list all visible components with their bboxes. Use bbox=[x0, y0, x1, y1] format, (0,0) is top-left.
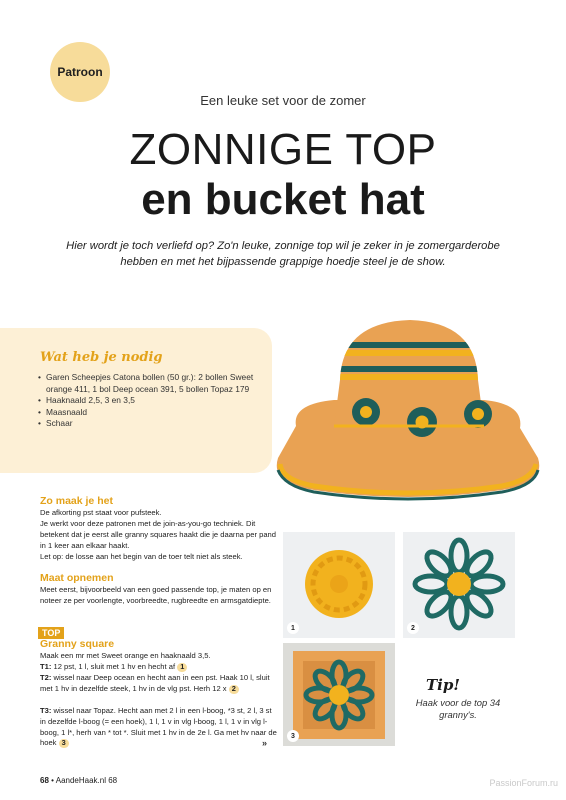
how-paragraph-1: De afkorting pst staat voor pufsteek. bbox=[40, 508, 162, 517]
materials-title: Wat heb je nodig bbox=[40, 350, 163, 365]
list-item: • Maasnaald bbox=[38, 407, 268, 419]
photo-step-3 bbox=[283, 643, 395, 746]
step-1-image bbox=[283, 532, 395, 638]
page-number: 68 bbox=[40, 776, 49, 785]
section-heading-measure: Maat opnemen bbox=[40, 572, 114, 584]
round-text: wissel naar Deep ocean en hecht aan in een pst. Haak 10 l, sluit met 1 hv in dezelfde steek, 1 hv in de vlg pst. Herh 12 x bbox=[40, 673, 270, 693]
round-label: T1: bbox=[40, 662, 52, 671]
round-1 bbox=[40, 662, 278, 673]
round-3 bbox=[40, 706, 278, 749]
list-item: • Schaar bbox=[38, 418, 268, 430]
list-item: • Haaknaald 2,5, 3 en 3,5 bbox=[38, 395, 268, 407]
page-footer bbox=[40, 776, 117, 785]
title-line-2: en bucket hat bbox=[141, 175, 425, 224]
round-text: 12 pst, 1 l, sluit met 1 hv en hecht af bbox=[51, 662, 178, 671]
bucket-hat-image bbox=[262, 308, 552, 503]
tip-title: Tip! bbox=[426, 676, 460, 694]
list-item: • Garen Scheepjes Catona bollen (50 gr.): 2 bollen Sweet orange 411, 1 bol Deep ocean 391, 5 bollen Topaz 179 bbox=[38, 372, 268, 395]
footer-site: AandeHaak.nl 68 bbox=[55, 776, 118, 785]
watermark: PassionForum.ru bbox=[489, 778, 558, 788]
round-label: T2: bbox=[40, 673, 52, 682]
granny-intro: Maak een mr met Sweet orange en haaknaald 3,5. bbox=[40, 651, 211, 660]
top-tag: TOP bbox=[38, 627, 64, 639]
how-paragraph-2: Je werkt voor deze patronen met de join-as-you-go techniek. Dit betekent dat je eerst alle granny squares haakt die je daarna per pand in 1 keer aan elkaar haakt. bbox=[40, 519, 276, 550]
photo-number: 2 bbox=[407, 622, 419, 634]
photo-step-1 bbox=[283, 532, 395, 638]
photo-number: 3 bbox=[287, 730, 299, 742]
how-paragraph-3: Let op: de losse aan het begin van de toer telt niet als steek. bbox=[40, 552, 243, 561]
step-3-image bbox=[283, 643, 395, 746]
photo-ref-badge: 2 bbox=[229, 685, 239, 694]
granny-square-heading: Granny square bbox=[40, 638, 115, 650]
intro-text: Hier wordt je toch verliefd op? Zo'n leuke, zonnige top wil je zeker in je zomergarderobe hebben en met het bijpassende grappige hoedje steel je de show. bbox=[66, 240, 500, 269]
step-2-image bbox=[403, 532, 515, 638]
round-2 bbox=[40, 673, 278, 695]
subtitle: Een leuke set voor de zomer bbox=[200, 93, 366, 108]
round-text: wissel naar Topaz. Hecht aan met 2 l in een l-boog, *3 st, 2 l, 3 st in dezelfde l-boog (= een hoek), 1 l, 1 v in vlg l-boog, 1 l, 1 v in vlg l-boog, 1 l*, herh van * tot *. Sluit met 1 hv in de 2e l. Ga met hv naar de hoek bbox=[40, 706, 277, 748]
continue-arrow: » bbox=[262, 738, 268, 748]
materials-list bbox=[38, 372, 268, 430]
measure-text: Meet eerst, bijvoorbeeld van een goed passende top, je maten op en noteer ze per voorlengte, voorbreedte, rugbreedte en armsgatdiepte. bbox=[40, 585, 272, 605]
photo-step-2 bbox=[403, 532, 515, 638]
section-heading-how: Zo maak je het bbox=[40, 495, 113, 507]
title-line-1: ZONNIGE TOP bbox=[129, 125, 437, 174]
photo-number: 1 bbox=[287, 622, 299, 634]
photo-ref-badge: 1 bbox=[177, 663, 187, 672]
footer-bullet: • bbox=[51, 776, 54, 785]
photo-ref-badge: 3 bbox=[59, 739, 69, 748]
tip-text: Haak voor de top 34 granny's. bbox=[415, 697, 501, 721]
round-label: T3: bbox=[40, 706, 52, 715]
badge-label: Patroon bbox=[57, 65, 103, 79]
